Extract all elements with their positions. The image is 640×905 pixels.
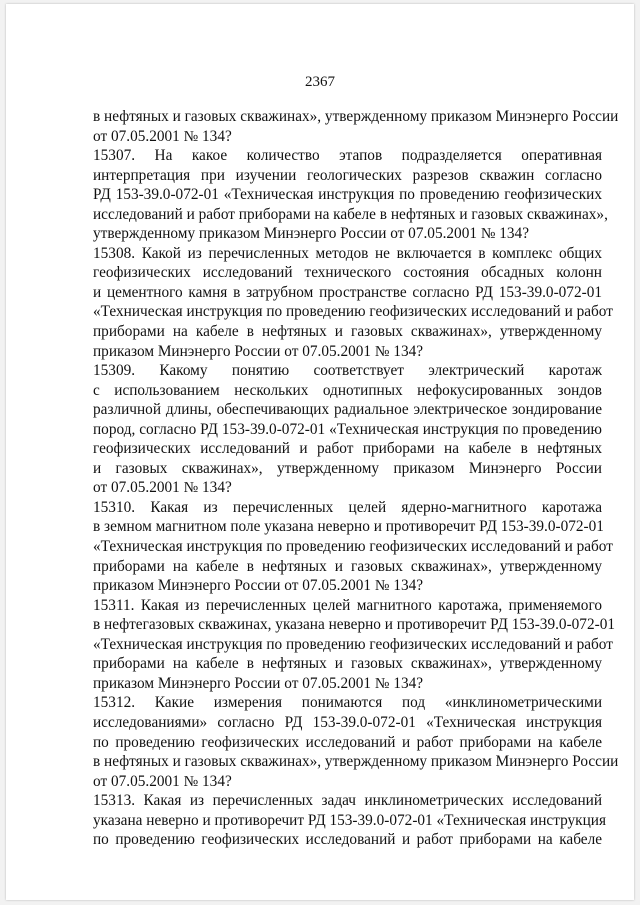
text-line: в нефтяных и газовых скважинах», утвержденному приказом Минэнерго России xyxy=(93,108,619,125)
question-15309-start: 15309. Какому понятию соответствует электрический каротаж xyxy=(93,362,602,380)
question-15308-start: 15308. Какой из перечисленных методов не включается в комплекс общих xyxy=(93,244,602,262)
text-line: «Техническая инструкция по проведению геофизических исследований и работ xyxy=(93,635,613,653)
text-line: в нефтегазовых скважинах, указана неверно и противоречит РД 153-39.0-072-01 xyxy=(93,616,615,634)
text-line: и цементного камня в затрубном пространстве согласно РД 153-39.0-072-01 xyxy=(93,283,602,301)
text-line: РД 153-39.0-072-01 «Техническая инструкция по проведению геофизических xyxy=(93,186,602,204)
question-15307-start: 15307. На какое количество этапов подразделяется оперативная xyxy=(93,147,602,165)
text-line: «Техническая инструкция по проведению геофизических исследований и работ xyxy=(93,303,613,321)
text-line: по проведению геофизических исследований и работ приборами на кабеле xyxy=(93,733,602,751)
text-line: приказом Минэнерго России от 07.05.2001 № 134? xyxy=(93,577,424,595)
document-page xyxy=(6,4,634,900)
text-line: исследованиями» согласно РД 153-39.0-072-01 «Техническая инструкция xyxy=(93,713,602,731)
text-line: приказом Минэнерго России от 07.05.2001 № 134? xyxy=(93,674,424,692)
text-line: приборами на кабеле в нефтяных и газовых скважинах», утвержденному xyxy=(93,655,602,673)
text-line: геофизических исследований и работ приборами на кабеле в нефтяных xyxy=(93,440,602,458)
text-line: приказом Минэнерго России от 07.05.2001 № 134? xyxy=(93,342,424,360)
text-line: геофизических исследований технического состояния обсадных колонн xyxy=(93,264,602,282)
text-line: интерпретация при изучении геологических разрезов скважин согласно xyxy=(93,166,602,184)
text-line: пород, согласно РД 153-39.0-072-01 «Техническая инструкция по проведению xyxy=(93,420,602,438)
text-line: приборами на кабеле в нефтяных и газовых скважинах», утвержденному xyxy=(93,323,602,341)
text-line: по проведению геофизических исследований и работ приборами на кабеле xyxy=(93,831,602,849)
question-15311-start: 15311. Какая из перечисленных целей магнитного каротажа, применяемого xyxy=(93,596,602,614)
text-line: указана неверно и противоречит РД 153-39.0-072-01 «Техническая инструкция xyxy=(93,811,607,829)
text-line: различной длины, обеспечивающих радиальное электрическое зондирование xyxy=(93,401,602,419)
text-line: от 07.05.2001 № 134? xyxy=(93,772,232,790)
text-line: в нефтяных и газовых скважинах», утвержденному приказом Минэнерго России xyxy=(93,753,619,771)
text-line: от 07.05.2001 № 134? xyxy=(93,127,232,145)
question-15313-start: 15313. Какая из перечисленных задач инклинометрических исследований xyxy=(93,792,602,810)
page-number: 2367 xyxy=(305,74,335,90)
text-line: исследований и работ приборами на кабеле в нефтяных и газовых скважинах», xyxy=(93,205,608,223)
text-line: утвержденному приказом Минэнерго России от 07.05.2001 № 134? xyxy=(93,225,529,243)
document-body xyxy=(93,107,619,850)
text-line: «Техническая инструкция по проведению геофизических исследований и работ xyxy=(93,538,613,556)
question-15310-start: 15310. Какая из перечисленных целей ядерно-магнитного каротажа xyxy=(93,498,602,516)
text-line: приборами на кабеле в нефтяных и газовых скважинах», утвержденному xyxy=(93,557,602,575)
text-line: с использованием нескольких однотипных нефокусированных зондов xyxy=(93,381,602,399)
text-line: от 07.05.2001 № 134? xyxy=(93,479,232,497)
text-line: в земном магнитном поле указана неверно и противоречит РД 153-39.0-072-01 xyxy=(93,518,604,536)
question-15312-start: 15312. Какие измерения понимаются под «инклинометрическими xyxy=(93,694,602,712)
text-line: и газовых скважинах», утвержденному приказом Минэнерго России xyxy=(93,459,602,477)
